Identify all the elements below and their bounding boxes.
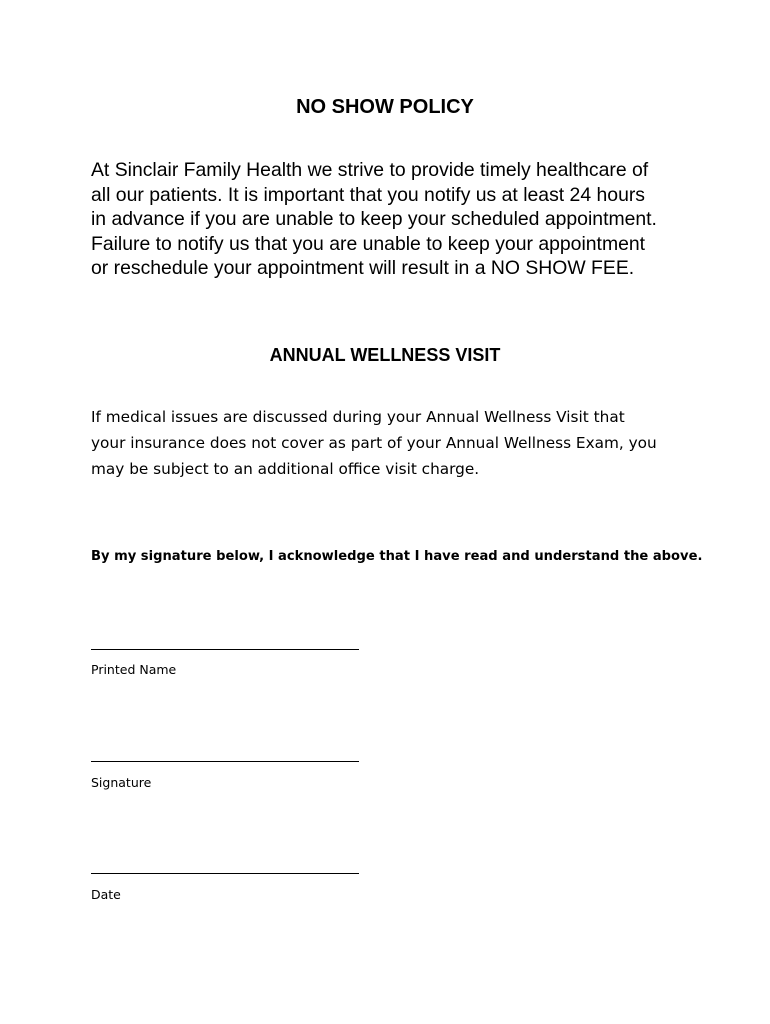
no-show-policy-paragraph (91, 158, 691, 281)
paragraph-line: If medical issues are discussed during your Annual Wellness Visit that (91, 408, 625, 426)
paragraph-line: your insurance does not cover as part of your Annual Wellness Exam, you (91, 434, 657, 452)
signature-line[interactable] (91, 761, 359, 762)
paragraph-line: or reschedule your appointment will result in a NO SHOW FEE. (91, 257, 635, 280)
paragraph-line: in advance if you are unable to keep your scheduled appointment. (91, 208, 657, 231)
printed-name-line[interactable] (91, 649, 359, 650)
paragraph-line: Failure to notify us that you are unable to keep your appointment (91, 232, 646, 255)
date-line[interactable] (91, 873, 359, 874)
paragraph-line: may be subject to an additional office visit charge. (91, 460, 480, 478)
date-label: Date (91, 887, 121, 902)
annual-wellness-paragraph (91, 404, 701, 482)
printed-name-label: Printed Name (91, 662, 177, 677)
acknowledgement-statement: By my signature below, I acknowledge that I have read and understand the above. (91, 549, 703, 564)
section-heading-annual-wellness: ANNUAL WELLNESS VISIT (269, 345, 501, 365)
paragraph-line: At Sinclair Family Health we strive to provide timely healthcare of (91, 159, 649, 181)
signature-label: Signature (91, 775, 152, 790)
page-title: NO SHOW POLICY (296, 96, 474, 118)
paragraph-line: all our patients. It is important that you notify us at least 24 hours (91, 183, 646, 206)
